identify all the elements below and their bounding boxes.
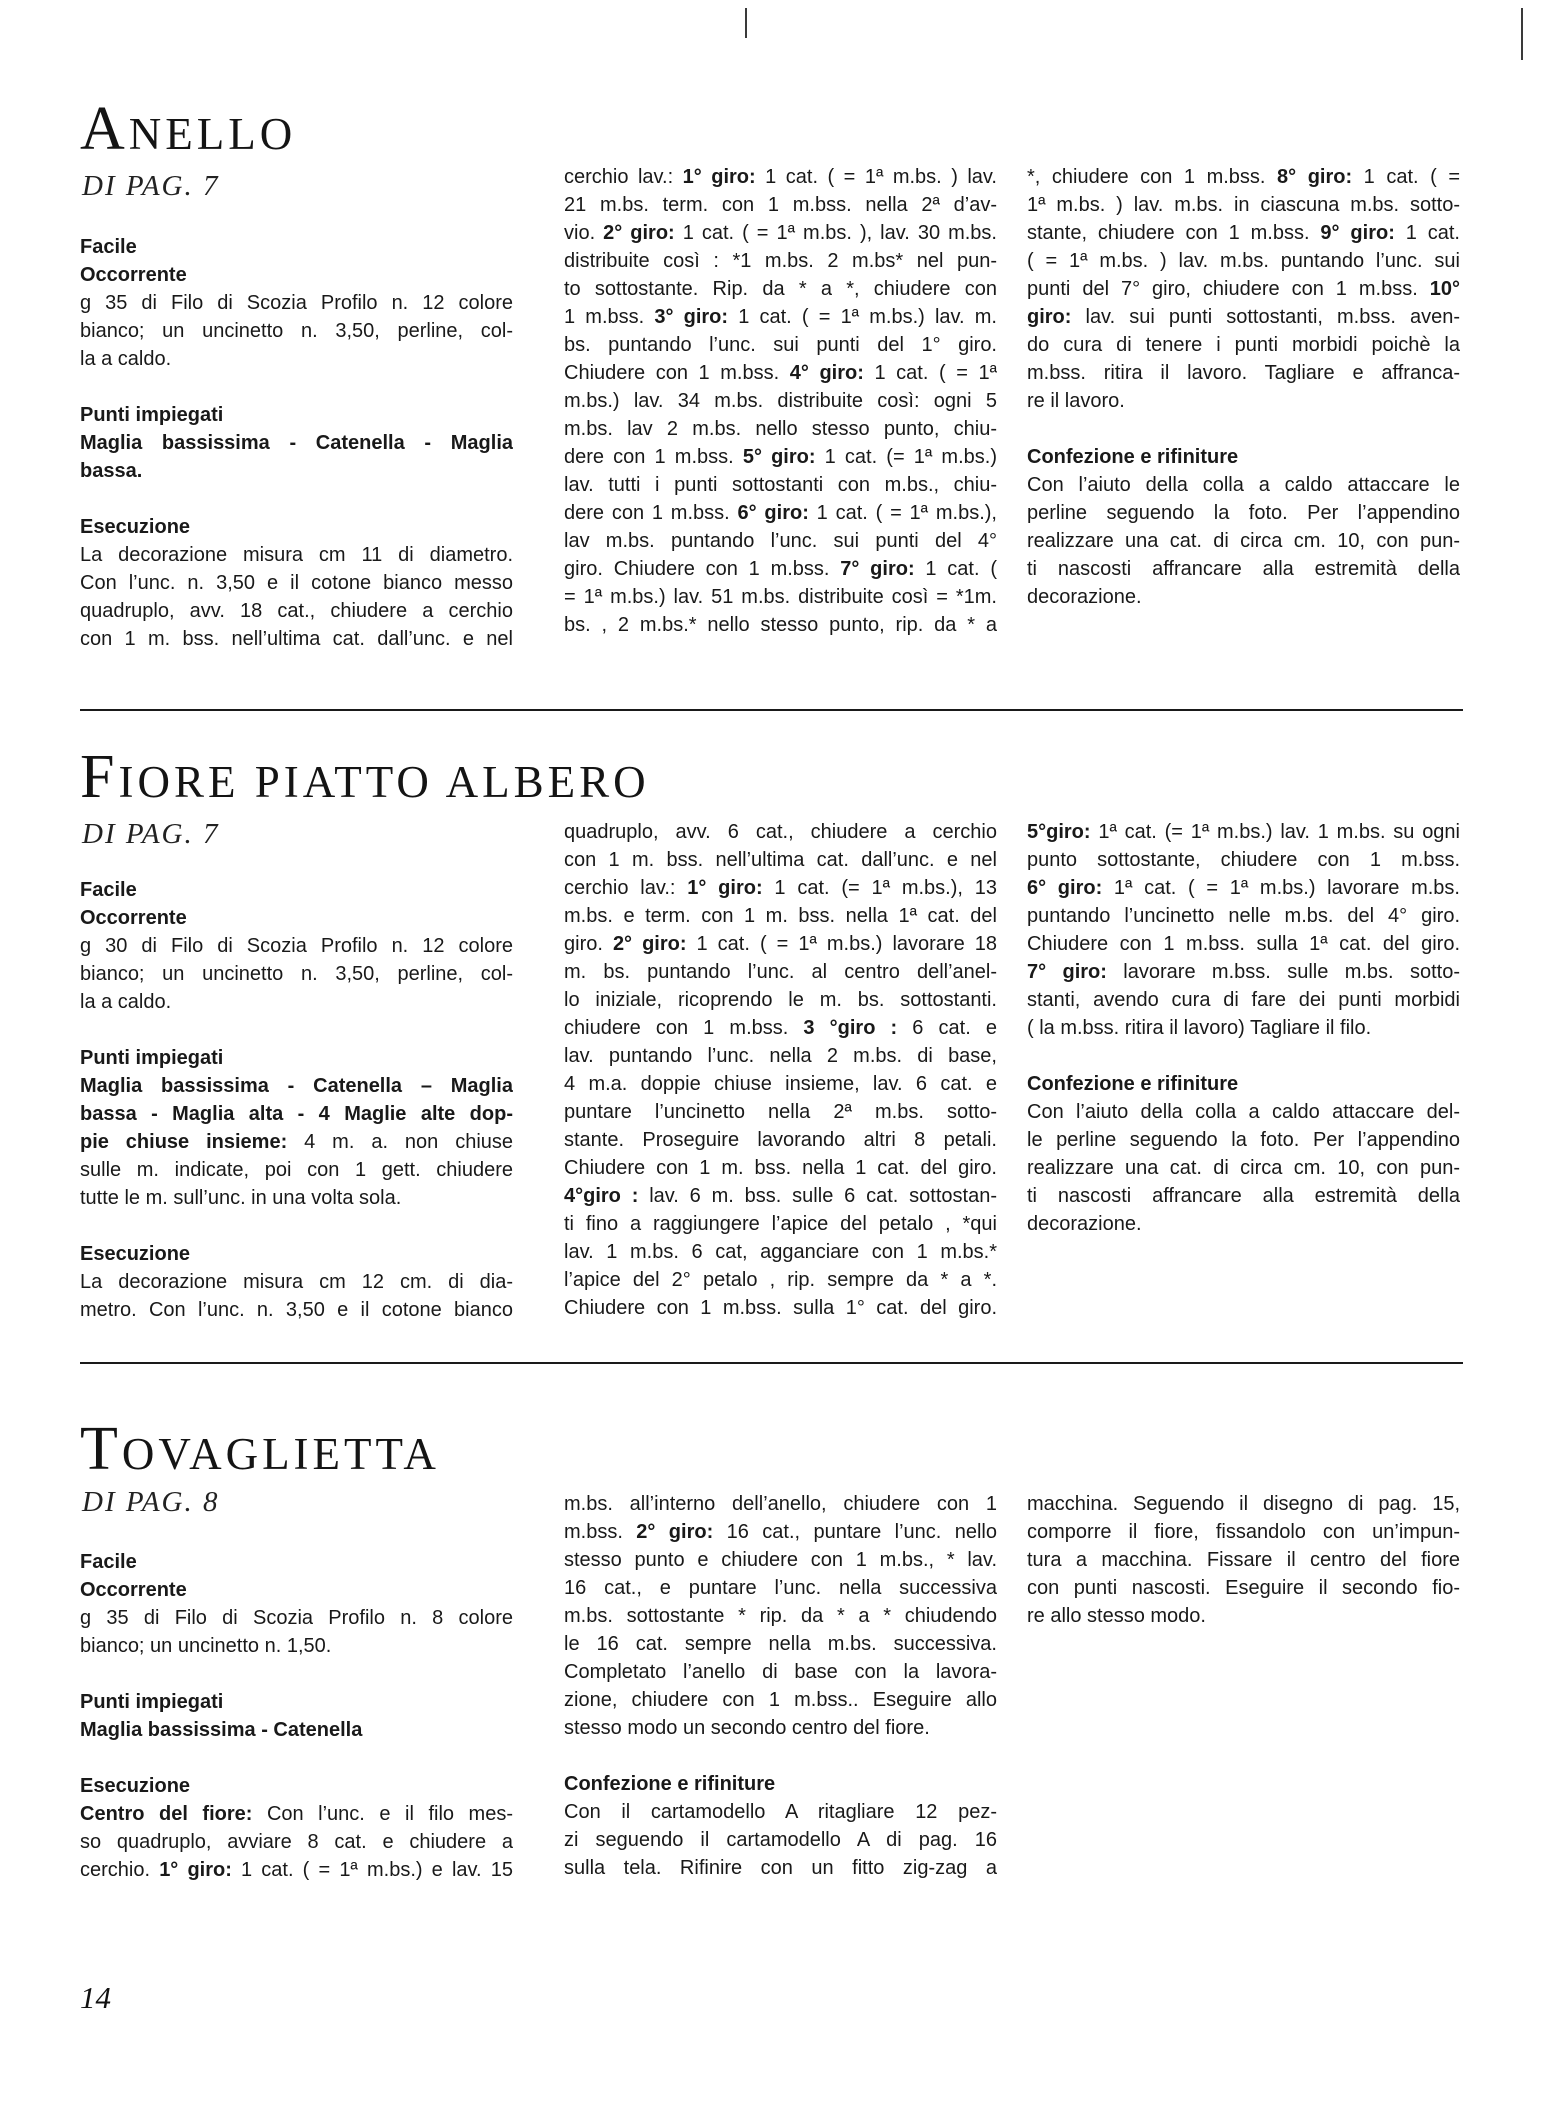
text-line: dere con 1 m.bss. 5° giro: 1 cat. (= 1ª m.bs.) [564, 446, 997, 468]
text-line: ( = 1ª m.bs. ) lav. m.bs. puntando l’unc. sui [1027, 250, 1460, 272]
subheading: Punti impiegati [80, 1047, 224, 1069]
section-page-ref: DI PAG. 7 [82, 170, 220, 202]
text-line: quadruplo, avv. 18 cat., chiudere a cerchio [80, 600, 513, 622]
subheading: Esecuzione [80, 516, 191, 538]
column-2 [564, 163, 997, 639]
text-line: puntando l’uncinetto nelle m.bs. del 4° giro. [1027, 905, 1460, 927]
text-line: 4 m.a. doppie chiuse insieme, lav. 6 cat. e [564, 1073, 997, 1095]
subheading: Confezione e rifiniture [564, 1773, 776, 1795]
text-line: bs. puntando l’unc. sui punti del 1° giro. [564, 334, 997, 356]
text-line: cerchio lav.: 1° giro: 1 cat. ( = 1ª m.bs. ) lav. [564, 166, 997, 188]
text-line: la a caldo. [80, 348, 172, 370]
text-line: le perline seguendo la foto. Per l’appendino [1027, 1129, 1460, 1151]
text-line: bianco; un uncinetto n. 1,50. [80, 1635, 332, 1657]
text-line: 1ª m.bs. ) lav. m.bs. in ciascuna m.bs. sotto- [1027, 194, 1460, 216]
paragraph-gap [80, 1660, 513, 1688]
text-line: Con l’aiuto della colla a caldo attaccare le [1027, 474, 1460, 496]
text-line: lo iniziale, ricoprendo le m. bs. sottostanti. [564, 989, 997, 1011]
text-line: lav. 1 m.bs. 6 cat, agganciare con 1 m.bs.* [564, 1241, 997, 1263]
subheading: Occorrente [80, 1579, 187, 1601]
text-line: bassa. [80, 460, 143, 482]
text-line: stesso modo un secondo centro del fiore. [564, 1717, 930, 1739]
text-line: m.bs. all’interno dell’anello, chiudere con 1 [564, 1493, 997, 1515]
text-line: Chiudere con 1 m. bss. nella 1 cat. del giro. [564, 1157, 997, 1179]
text-line: bs. , 2 m.bs.* nello stesso punto, rip. da * a [564, 614, 997, 636]
text-line: 7° giro: lavorare m.bss. sulle m.bs. sotto- [1027, 961, 1460, 983]
text-line: quadruplo, avv. 6 cat., chiudere a cerchio [564, 821, 997, 843]
text-line: Chiudere con 1 m.bss. 4° giro: 1 cat. ( = 1ª [564, 362, 997, 384]
text-line: 5°giro: 1ª cat. (= 1ª m.bs.) lav. 1 m.bs. su ogni [1027, 821, 1460, 843]
text-line: ti nascosti affrancare alla estremità della [1027, 1185, 1460, 1207]
section-page-ref: DI PAG. 8 [82, 1486, 220, 1518]
column-2 [564, 818, 997, 1322]
text-line: vio. 2° giro: 1 cat. ( = 1ª m.bs. ), lav. 30 m.bs. [564, 222, 997, 244]
text-line: pie chiuse insieme: 4 m. a. non chiuse [80, 1131, 513, 1153]
page-number: 14 [80, 1980, 111, 2015]
text-line: do cura di tenere i punti morbidi poichè la [1027, 334, 1460, 356]
text-line: stesso punto e chiudere con 1 m.bs., * lav. [564, 1549, 997, 1571]
crop-mark [1521, 8, 1523, 60]
text-line: punto sottostante, chiudere con 1 m.bss. [1027, 849, 1460, 871]
text-line: Centro del fiore: Con l’unc. e il filo mes- [80, 1803, 513, 1825]
text-line: comporre il fiore, fissandolo con un’impun- [1027, 1521, 1460, 1543]
section-title: FIORE PIATTO ALBERO [80, 743, 650, 811]
text-line: perline seguendo la foto. Per l’appendino [1027, 502, 1460, 524]
text-line: la a caldo. [80, 991, 172, 1013]
subheading: Occorrente [80, 264, 187, 286]
text-line: *, chiudere con 1 m.bss. 8° giro: 1 cat. ( = [1027, 166, 1460, 188]
text-line: Con il cartamodello A ritagliare 12 pez- [564, 1801, 997, 1823]
text-line: sulla tela. Rifinire con un fitto zig-zag a [564, 1857, 997, 1879]
text-line: tutte le m. sull’unc. in una volta sola. [80, 1187, 402, 1209]
column-3 [1027, 818, 1460, 1238]
subheading: Occorrente [80, 907, 187, 929]
text-line: stanti, avendo cura di fare dei punti morbidi [1027, 989, 1460, 1011]
subheading: Punti impiegati [80, 404, 224, 426]
text-line: m.bs.) lav. 34 m.bs. distribuite così: ogni 5 [564, 390, 997, 412]
text-line: Chiudere con 1 m.bss. sulla 1° cat. del giro. [564, 1297, 997, 1319]
text-line: lav. tutti i punti sottostanti con m.bs., chiu- [564, 474, 997, 496]
text-line: decorazione. [1027, 1213, 1142, 1235]
paragraph-gap [80, 1212, 513, 1240]
column-3 [1027, 163, 1460, 611]
text-line: chiudere con 1 m.bss. 3 °giro : 6 cat. e [564, 1017, 997, 1039]
paragraph-gap [1027, 415, 1460, 443]
text-line: re allo stesso modo. [1027, 1605, 1206, 1627]
text-line: giro. Chiudere con 1 m.bss. 7° giro: 1 cat. ( [564, 558, 997, 580]
subheading: Esecuzione [80, 1775, 191, 1797]
text-line: 1 m.bss. 3° giro: 1 cat. ( = 1ª m.bs.) lav. m. [564, 306, 997, 328]
paragraph-gap [564, 1742, 997, 1770]
text-line: puntare l’uncinetto nella 2ª m.bs. sotto- [564, 1101, 997, 1123]
text-line: lav m.bs. puntando l’unc. sui punti del 4° [564, 530, 997, 552]
text-line: cerchio lav.: 1° giro: 1 cat. (= 1ª m.bs.), 13 [564, 877, 997, 899]
column-2 [564, 1490, 997, 1882]
text-line: punti del 7° giro, chiudere con 1 m.bss. 10° [1027, 278, 1460, 300]
text-line: le 16 cat. sempre nella m.bs. successiva. [564, 1633, 997, 1655]
text-line: zi seguendo il cartamodello A di pag. 16 [564, 1829, 997, 1851]
text-line: zione, chiudere con 1 m.bss.. Eseguire allo [564, 1689, 997, 1711]
paragraph-gap [80, 373, 513, 401]
text-line: to sottostante. Rip. da * a *, chiudere con [564, 278, 997, 300]
subheading: Esecuzione [80, 1243, 191, 1265]
text-line: m.bs. sottostante * rip. da * a * chiudendo [564, 1605, 997, 1627]
text-line: Chiudere con 1 m.bss. sulla 1ª cat. del giro. [1027, 933, 1460, 955]
section-divider [80, 1362, 1463, 1364]
text-line: La decorazione misura cm 12 cm. di dia- [80, 1271, 513, 1293]
text-line: re il lavoro. [1027, 390, 1125, 412]
text-line: macchina. Seguendo il disegno di pag. 15, [1027, 1493, 1460, 1515]
text-line: 6° giro: 1ª cat. ( = 1ª m.bs.) lavorare m.bs. [1027, 877, 1460, 899]
text-line: l’apice del 2° petalo , rip. sempre da * a *. [564, 1269, 997, 1291]
subheading: Confezione e rifiniture [1027, 446, 1239, 468]
text-line: distribuite così : *1 m.bs. 2 m.bs* nel pun- [564, 250, 997, 272]
text-line: con 1 m. bss. nell’ultima cat. dall’unc. e nel [80, 628, 513, 650]
text-line: m.bss. ritira il lavoro. Tagliare e affranca- [1027, 362, 1460, 384]
subheading: Confezione e rifiniture [1027, 1073, 1239, 1095]
text-line: Maglia bassissima - Catenella [80, 1719, 363, 1741]
text-line: m.bs. lav 2 m.bs. nello stesso punto, chiu- [564, 418, 997, 440]
column-3 [1027, 1490, 1460, 1630]
paragraph-gap [80, 1744, 513, 1772]
text-line: lav. puntando l’unc. nella 2 m.bs. di base, [564, 1045, 997, 1067]
column-1 [80, 876, 513, 1324]
text-line: so quadruplo, avviare 8 cat. e chiudere a [80, 1831, 513, 1853]
column-1 [80, 233, 513, 653]
text-line: m.bss. 2° giro: 16 cat., puntare l’unc. nello [564, 1521, 997, 1543]
text-line: Con l’unc. n. 3,50 e il cotone bianco messo [80, 572, 513, 594]
text-line: 16 cat., e puntare l’unc. nella successiva [564, 1577, 997, 1599]
text-line: tura a macchina. Fissare il centro del fiore [1027, 1549, 1460, 1571]
text-line: g 35 di Filo di Scozia Profilo n. 8 colore [80, 1607, 513, 1629]
text-line: sulle m. indicate, poi con 1 gett. chiudere [80, 1159, 513, 1181]
subheading: Facile [80, 1551, 137, 1573]
subheading: Facile [80, 236, 137, 258]
text-line: Maglia bassissima - Catenella – Maglia [80, 1075, 513, 1097]
text-line: bassa - Maglia alta - 4 Maglie alte dop- [80, 1103, 513, 1125]
section-page-ref: DI PAG. 7 [82, 818, 220, 850]
text-line: La decorazione misura cm 11 di diametro. [80, 544, 513, 566]
text-line: 4°giro : lav. 6 m. bss. sulle 6 cat. sottostan- [564, 1185, 997, 1207]
text-line: dere con 1 m.bss. 6° giro: 1 cat. ( = 1ª m.bs.), [564, 502, 997, 524]
text-line: Maglia bassissima - Catenella - Maglia [80, 432, 513, 454]
section-divider [80, 709, 1463, 711]
section-title: TOVAGLIETTA [80, 1415, 440, 1483]
paragraph-gap [80, 1016, 513, 1044]
text-line: g 35 di Filo di Scozia Profilo n. 12 colore [80, 292, 513, 314]
text-line: 21 m.bs. term. con 1 m.bss. nella 2ª d’av- [564, 194, 997, 216]
text-line: realizzare una cat. di circa cm. 10, con pun- [1027, 1157, 1460, 1179]
text-line: cerchio. 1° giro: 1 cat. ( = 1ª m.bs.) e lav. 15 [80, 1859, 513, 1881]
subheading: Punti impiegati [80, 1691, 224, 1713]
column-1 [80, 1548, 513, 1884]
text-line: bianco; un uncinetto n. 3,50, perline, col- [80, 963, 513, 985]
paragraph-gap [80, 485, 513, 513]
text-line: con punti nascosti. Eseguire il secondo fio- [1027, 1577, 1460, 1599]
text-line: bianco; un uncinetto n. 3,50, perline, col- [80, 320, 513, 342]
text-line: Completato l’anello di base con la lavora- [564, 1661, 997, 1683]
text-line: con 1 m. bss. nell’ultima cat. dall’unc. e nel [564, 849, 997, 871]
text-line: Con l’aiuto della colla a caldo attaccare del- [1027, 1101, 1460, 1123]
text-line: m. bs. puntando l’unc. al centro dell’anel- [564, 961, 997, 983]
paragraph-gap [1027, 1042, 1460, 1070]
section-title: ANELLO [80, 95, 297, 163]
crop-mark [745, 8, 747, 38]
text-line: m.bs. e term. con 1 m. bss. nella 1ª cat. del [564, 905, 997, 927]
text-line: ti fino a raggiungere l’apice del petalo , *qui [564, 1213, 997, 1235]
text-line: g 30 di Filo di Scozia Profilo n. 12 colore [80, 935, 513, 957]
text-line: decorazione. [1027, 586, 1142, 608]
text-line: stante. Proseguire lavorando altri 8 petali. [564, 1129, 997, 1151]
text-line: stante, chiudere con 1 m.bss. 9° giro: 1 cat. [1027, 222, 1460, 244]
subheading: Facile [80, 879, 137, 901]
text-line: = 1ª m.bs.) lav. 51 m.bs. distribuite così = *1m. [564, 586, 997, 608]
text-line: ti nascosti affrancare alla estremità della [1027, 558, 1460, 580]
text-line: realizzare una cat. di circa cm. 10, con pun- [1027, 530, 1460, 552]
text-line: metro. Con l’unc. n. 3,50 e il cotone bianco [80, 1299, 513, 1321]
text-line: ( la m.bss. ritira il lavoro) Tagliare il filo. [1027, 1017, 1372, 1039]
text-line: giro: lav. sui punti sottostanti, m.bss. aven- [1027, 306, 1460, 328]
text-line: giro. 2° giro: 1 cat. ( = 1ª m.bs.) lavorare 18 [564, 933, 997, 955]
